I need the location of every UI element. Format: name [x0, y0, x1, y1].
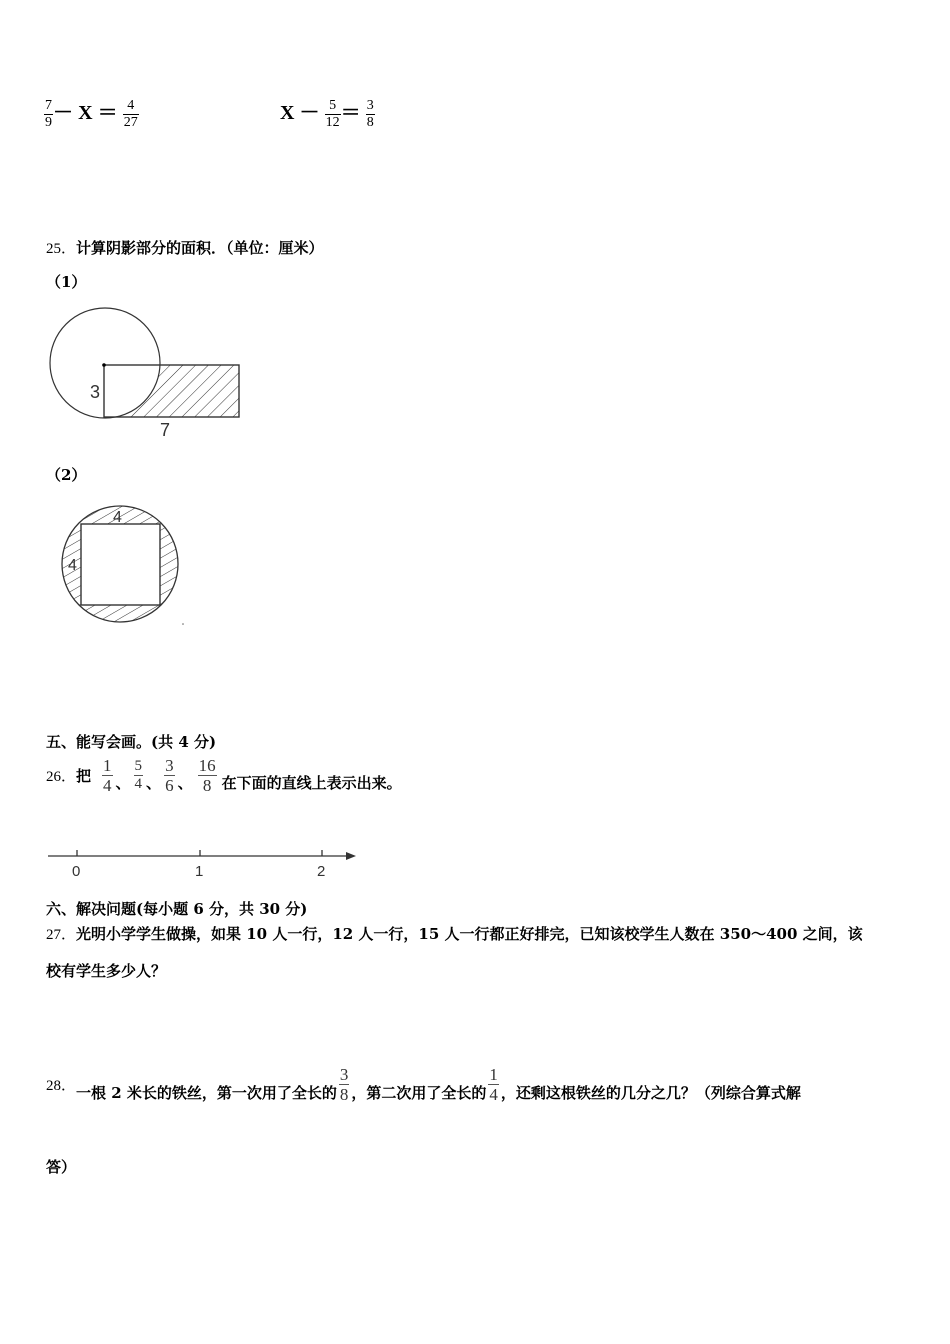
label-top: 4 — [113, 509, 122, 526]
question-25: 25．计算阴影部分的面积．（单位：厘米） — [46, 239, 324, 257]
question-27-line2: 校有学生多少人？ — [46, 962, 167, 980]
figure-square-in-circle — [56, 498, 190, 628]
question-26: 26． 把 $\frac{1}{4}$ 、 $\frac{5}{4}$ 、 $\frac{3}{6}$ 、 $\frac{16}{8}$ 在下面的直线上表示出来。 — [46, 756, 402, 795]
center-dot — [102, 363, 106, 367]
label-height: 3 — [90, 382, 101, 402]
section-6-title: 六、解决问题(每小题 6 分，共 30 分) — [46, 900, 308, 918]
square-shape — [81, 524, 160, 605]
shaded-region — [104, 365, 239, 417]
q25-part2-label: （2） — [46, 466, 87, 484]
label-length: 7 — [160, 420, 171, 440]
axis-arrow — [346, 852, 356, 860]
stray-dot — [182, 623, 184, 625]
fraction-1-4: $\frac{1}{4}$ — [489, 1065, 498, 1104]
fraction-3-8: $\frac{3}{8}$ — [339, 1065, 349, 1104]
equation-1: $\frac{7}{9}$ － X ＝ $\frac{4}{27}$ — [45, 98, 138, 130]
fraction-2: $\frac{5}{4}$ — [134, 758, 143, 792]
fraction: $\frac{5}{12}$ — [325, 98, 340, 130]
section-5-title: 五、能写会画。(共 4 分) — [46, 733, 217, 751]
tick-label-0: 0 — [72, 863, 81, 880]
tick-label-2: 2 — [317, 863, 326, 880]
label-side: 4 — [68, 557, 77, 574]
fraction-1: $\frac{1}{4}$ — [103, 756, 112, 795]
question-28-line2: 答） — [46, 1158, 77, 1176]
tick-label-1: 1 — [195, 863, 204, 880]
question-28-line1: 28． 一根 2 米长的铁丝，第一次用了全长的 $\frac{3}{8}$ ，第二次用了全长的 $\frac{1}{4}$ ，还剩这根铁丝的几分之几？（列综合算式解 — [46, 1065, 801, 1104]
q25-part1-label: （1） — [46, 273, 87, 291]
fraction-4: $\frac{16}{8}$ — [198, 756, 216, 795]
figure-circle-rectangle — [44, 300, 254, 440]
circle-shape — [50, 308, 160, 418]
fraction: $\frac{7}{9}$ — [45, 98, 52, 130]
fraction: $\frac{4}{27}$ — [123, 98, 138, 130]
number-line — [44, 840, 364, 882]
fraction-3: $\frac{3}{6}$ — [165, 756, 174, 795]
fraction: $\frac{3}{8}$ — [366, 98, 374, 130]
question-27-line1: 27．光明小学学生做操，如果 10 人一行，12 人一行，15 人一行都正好排完，已知该校学生人数在 350～400 之间，该 — [46, 925, 863, 943]
equation-2: X － $\frac{5}{12}$ ＝ $\frac{3}{8}$ — [280, 98, 374, 130]
